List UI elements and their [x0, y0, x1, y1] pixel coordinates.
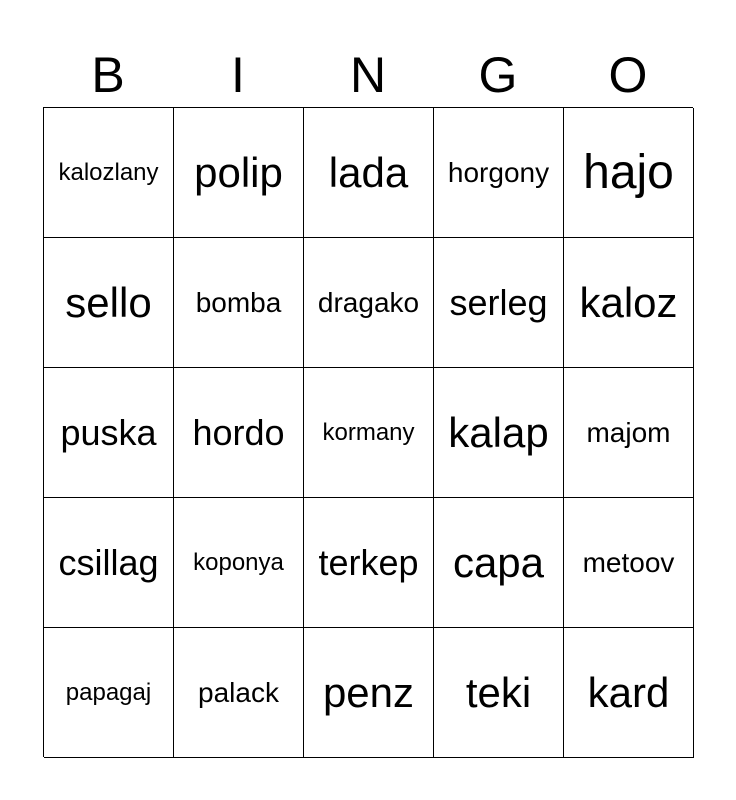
- bingo-board: [43, 107, 693, 757]
- bingo-header: [43, 42, 693, 108]
- bingo-cell: kalap: [434, 368, 564, 498]
- bingo-cell: kormany: [304, 368, 434, 498]
- header-letter-o: O: [608, 47, 648, 103]
- bingo-cell: teki: [434, 628, 564, 758]
- bingo-cell: dragako: [304, 238, 434, 368]
- bingo-cell: sello: [44, 238, 174, 368]
- header-letter-i: I: [231, 47, 245, 103]
- header-letter-g: G: [478, 47, 518, 103]
- bingo-cell: bomba: [174, 238, 304, 368]
- bingo-cell: capa: [434, 498, 564, 628]
- bingo-cell: polip: [174, 108, 304, 238]
- bingo-cell: kalozlany: [44, 108, 174, 238]
- bingo-cell: puska: [44, 368, 174, 498]
- bingo-cell: hordo: [174, 368, 304, 498]
- bingo-cell: papagaj: [44, 628, 174, 758]
- bingo-cell: penz: [304, 628, 434, 758]
- bingo-cell: majom: [564, 368, 694, 498]
- header-letter-n: N: [349, 47, 387, 103]
- bingo-cell: kaloz: [564, 238, 694, 368]
- bingo-cell: serleg: [434, 238, 564, 368]
- bingo-cell: terkep: [304, 498, 434, 628]
- bingo-cell: horgony: [434, 108, 564, 238]
- bingo-cell: palack: [174, 628, 304, 758]
- bingo-cell: koponya: [174, 498, 304, 628]
- bingo-cell: lada: [304, 108, 434, 238]
- bingo-cell: metoov: [564, 498, 694, 628]
- bingo-cell: hajo: [564, 108, 694, 238]
- bingo-cell: kard: [564, 628, 694, 758]
- header-letter-b: B: [91, 47, 125, 103]
- bingo-cell: csillag: [44, 498, 174, 628]
